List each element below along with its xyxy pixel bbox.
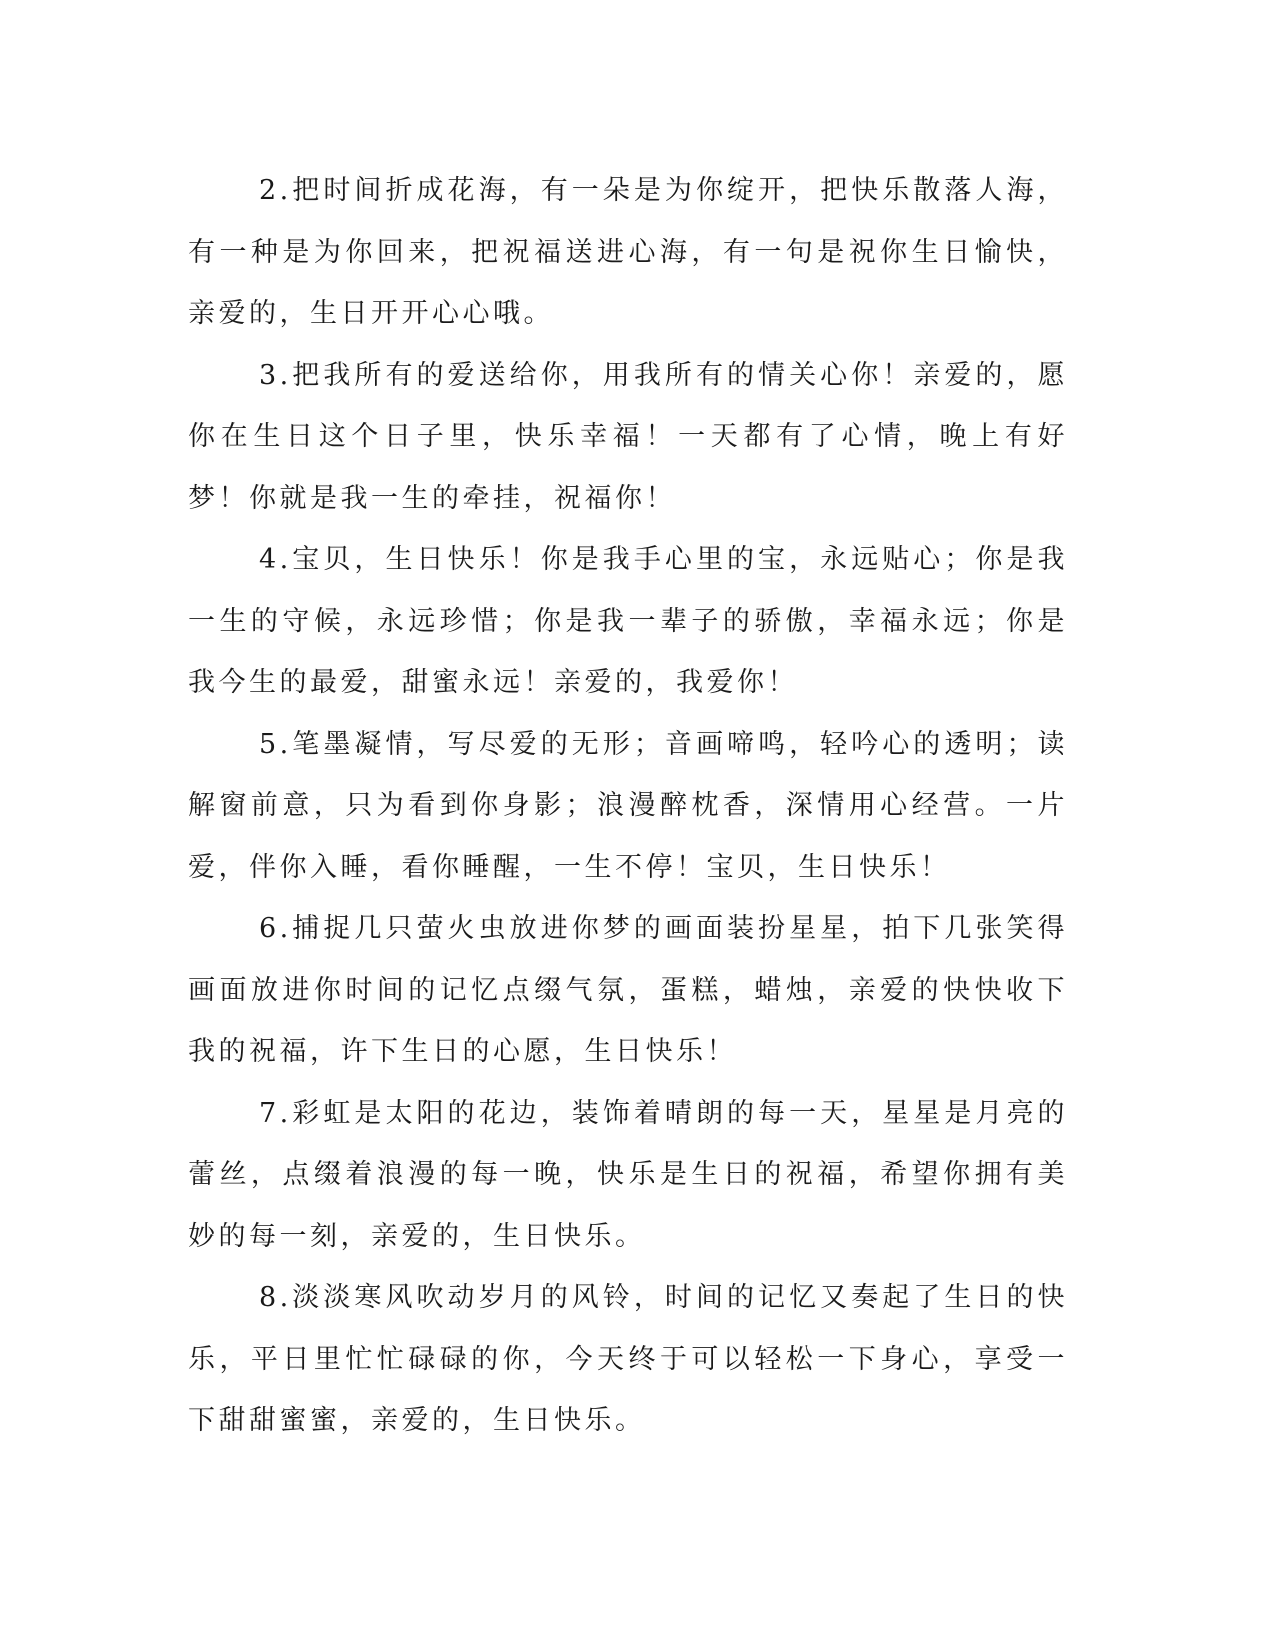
paragraph-6: 6.捕捉几只萤火虫放进你梦的画面装扮星星，拍下几张笑得画面放进你时间的记忆点缀气氛，蛋糕，蜡烛，亲爱的快快收下我的祝福，许下生日的心愿，生日快乐！: [188, 913, 1068, 1067]
paragraph-2: 2.把时间折成花海，有一朵是为你绽开，把快乐散落人海，有一种是为你回来，把祝福送进心海，有一句是祝你生日愉快，亲爱的，生日开开心心哦。: [188, 175, 1068, 329]
paragraph-8: 8.淡淡寒风吹动岁月的风铃，时间的记忆又奏起了生日的快乐，平日里忙忙碌碌的你，今天终于可以轻松一下身心，享受一下甜甜蜜蜜，亲爱的，生日快乐。: [188, 1282, 1068, 1436]
document-body: [188, 160, 1068, 1452]
paragraph-4: 4.宝贝，生日快乐！你是我手心里的宝，永远贴心；你是我一生的守候，永远珍惜；你是我一辈子的骄傲，幸福永远；你是我今生的最爱，甜蜜永远！亲爱的，我爱你！: [188, 544, 1068, 698]
paragraph-3: 3.把我所有的爱送给你，用我所有的情关心你！亲爱的，愿你在生日这个日子里，快乐幸福！一天都有了心情，晚上有好梦！你就是我一生的牵挂，祝福你！: [188, 359, 1068, 514]
paragraph-5: 5.笔墨凝情，写尽爱的无形；音画啼鸣，轻吟心的透明；读解窗前意，只为看到你身影；浪漫醉枕香，深情用心经营。一片爱，伴你入睡，看你睡醒，一生不停！宝贝，生日快乐！: [188, 728, 1068, 883]
paragraph-7: 7.彩虹是太阳的花边，装饰着晴朗的每一天，星星是月亮的蕾丝，点缀着浪漫的每一晚，快乐是生日的祝福，希望你拥有美妙的每一刻，亲爱的，生日快乐。: [188, 1097, 1068, 1252]
